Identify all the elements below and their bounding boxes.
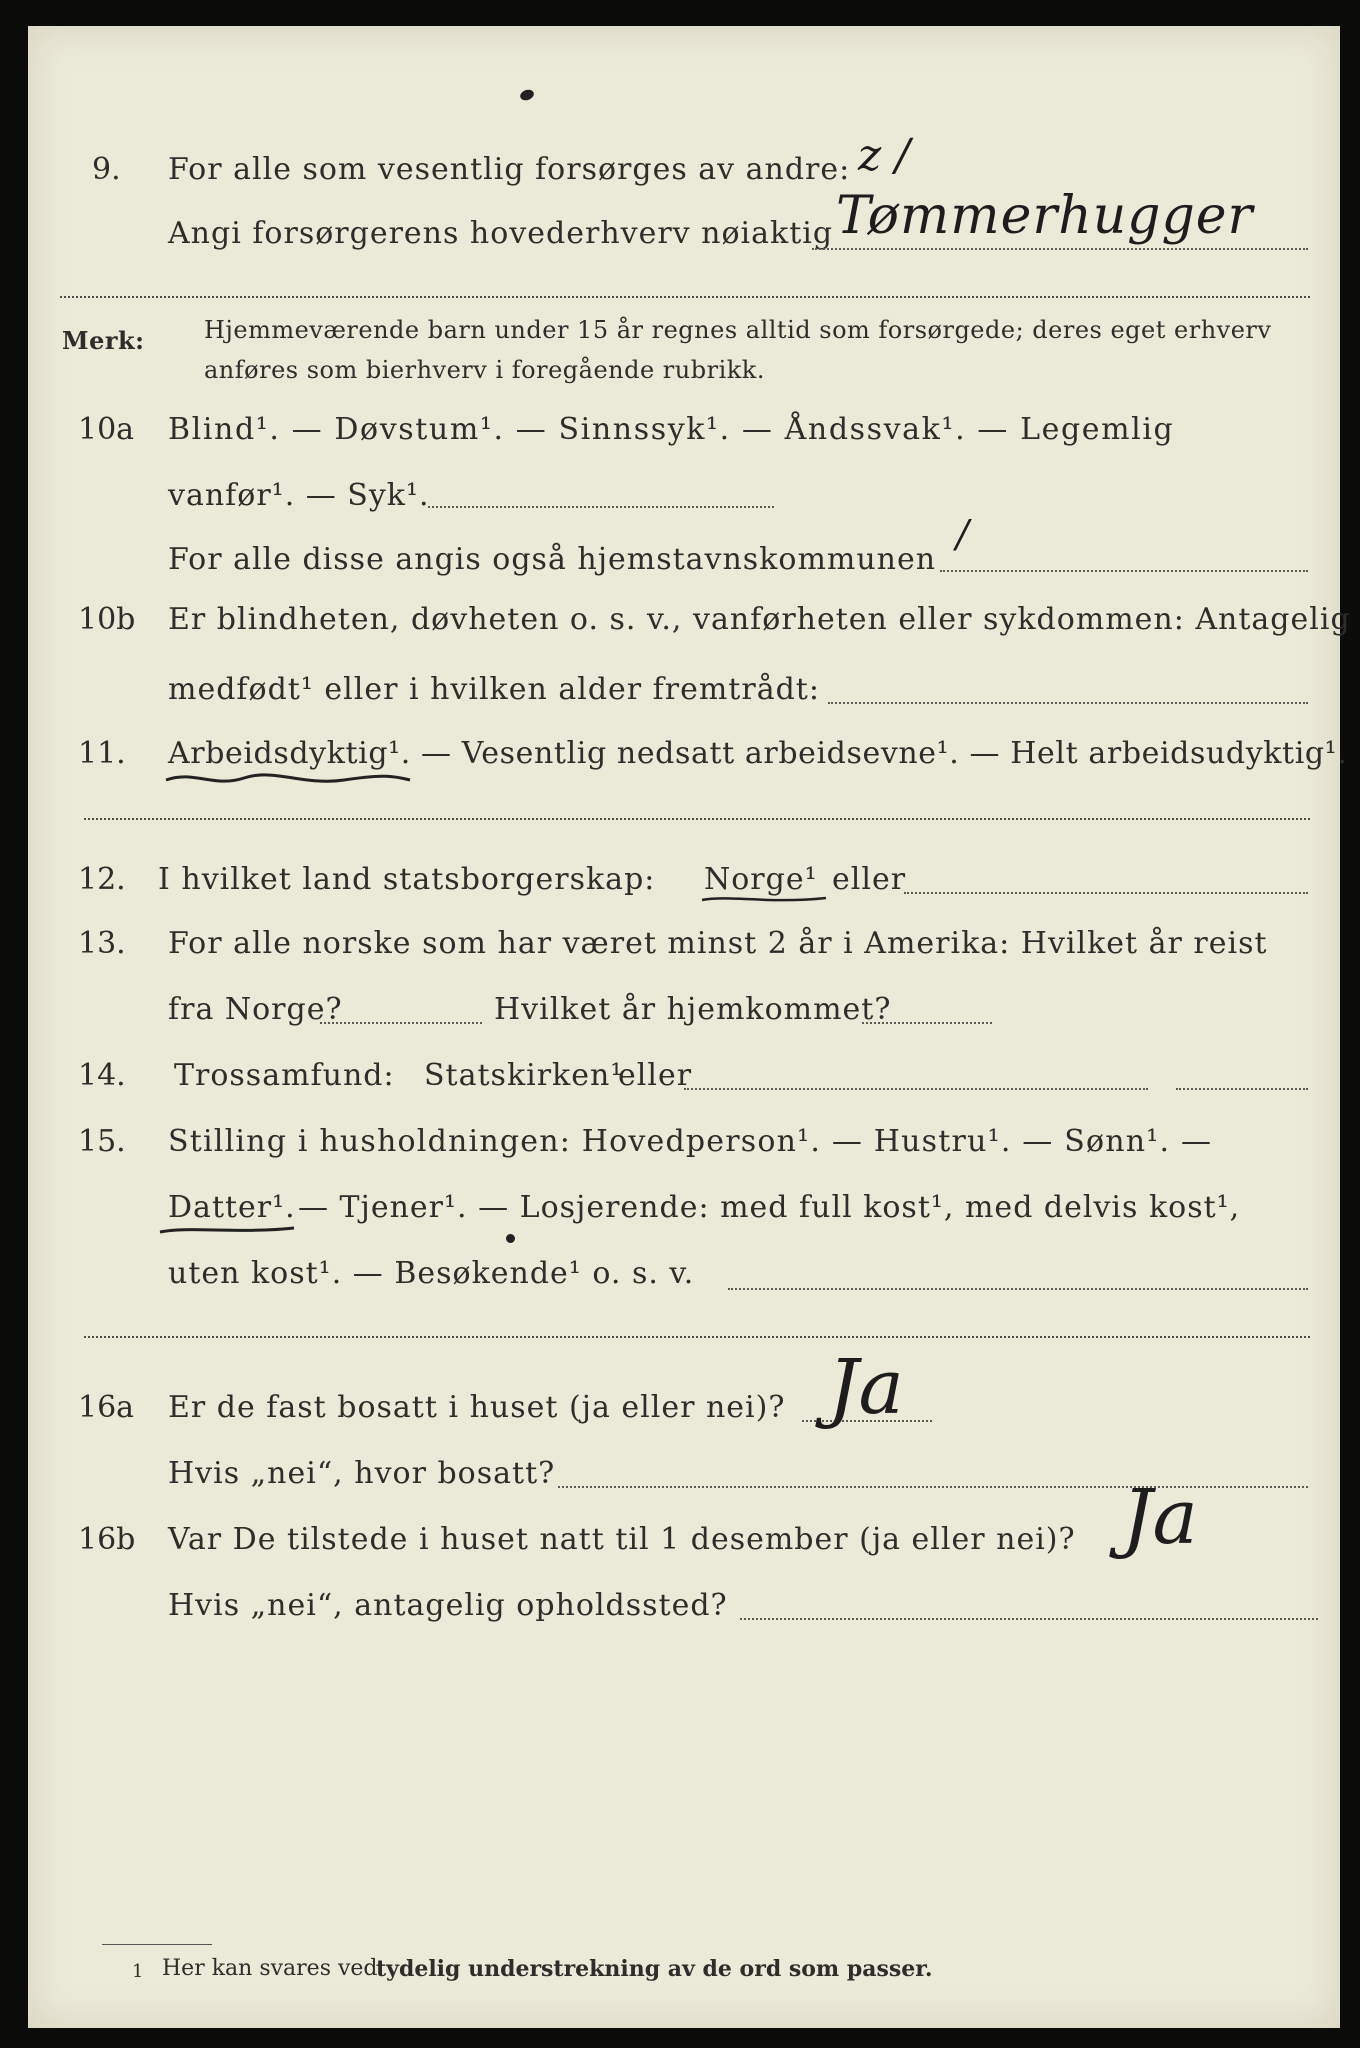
separator-2 [84,818,1310,820]
q10a-line1: Blind¹. — Døvstum¹. — Sinnssyk¹. — Åndssvak¹. — Legemlig [168,412,1175,447]
q10a-number: 10a [78,412,135,447]
q15-underline [158,1222,298,1238]
q16b-answer[interactable]: Ja [1122,1472,1198,1561]
q15-line1: Stilling i husholdningen: Hovedperson¹. — Hustru¹. — Sønn¹. — [168,1124,1213,1159]
q13-reist-line [320,1022,482,1024]
q10a-line3: For alle disse angis også hjemstavnskommunen [168,542,937,577]
q14-answer-line [684,1088,1148,1090]
q13-number: 13. [78,926,126,961]
merk-label: Merk: [62,326,145,355]
q15-line2a: Datter¹. [168,1190,296,1225]
q13-line2a: fra Norge? [168,992,343,1027]
ink-dot [506,1234,515,1243]
q11-underline [164,768,414,790]
q12-answer-line [904,892,1308,894]
footnote-text-a: Her kan svares ved [162,1956,378,1981]
q13-line1: For alle norske som har været minst 2 år i Amerika: Hvilket år reist [168,926,1268,961]
q15-line2b: — Tjener¹. — Losjerende: med full kost¹, med delvis kost¹, [298,1190,1241,1225]
q12-rest: eller [832,862,907,897]
separator-1 [60,296,1310,298]
q12-option: Norge¹ [704,862,818,897]
merk-line2: anføres som bierhverv i foregående rubrikk. [204,356,765,384]
q16b-opholdssted-line [740,1618,1318,1620]
q15-line3: uten kost¹. — Besøkende¹ o. s. v. [168,1256,695,1291]
q14-rest: eller [618,1058,693,1093]
separator-3 [84,1336,1310,1338]
q16b-line2: Hvis „nei“, antagelig opholdssted? [168,1588,728,1623]
q11-line1: Arbeidsdyktig¹. — Vesentlig nedsatt arbeidsevne¹. — Helt arbeidsudyktig¹. [168,736,1348,771]
q10a-answer-line [940,570,1308,572]
q9-answer2[interactable]: Tømmerhugger [836,186,1254,246]
q9-answer-line [812,248,1308,250]
q12-number: 12. [78,862,126,897]
q16b-number: 16b [78,1522,136,1557]
q16a-number: 16a [78,1390,135,1425]
q9-answer1[interactable]: z / [858,130,910,181]
q12-underline [700,892,830,906]
footnote-rule [102,1944,212,1945]
q14-option: Statskirken¹ [424,1058,624,1093]
q10b-number: 10b [78,602,136,637]
footnote-mark: 1 [132,1961,144,1982]
q16b-line1: Var De tilstede i huset natt til 1 desember (ja eller nei)? [168,1522,1076,1557]
q10a-answer[interactable]: / [956,512,969,556]
merk-line1: Hjemmeværende barn under 15 år regnes alltid som forsørgede; deres eget erhverv [204,316,1272,344]
q11-number: 11. [78,736,126,771]
form-page [28,26,1351,2028]
q16a-line1: Er de fast bosatt i huset (ja eller nei)? [168,1390,786,1425]
q14-label: Trossamfund: [174,1058,395,1093]
footnote-text-b: tydelig understrekning av de ord som passer. [376,1956,933,1982]
q10b-line2: medfødt¹ eller i hvilken alder fremtrådt: [168,672,820,707]
q13-hjemkommet-line [862,1022,992,1024]
q10b-line1: Er blindheten, døvheten o. s. v., vanførheten eller sykdommen: Antagelig [168,602,1351,637]
q10a-line2: vanfør¹. — Syk¹. [168,478,430,513]
q16a-line2: Hvis „nei“, hvor bosatt? [168,1456,556,1491]
q16a-answer[interactable]: Ja [828,1342,904,1431]
q15-number: 15. [78,1124,126,1159]
q10b-answer-line [828,702,1308,704]
q12-line1: I hvilket land statsborgerskap: [158,862,656,897]
q9-line1: For alle som vesentlig forsørges av andre: [168,152,851,187]
q14-number: 14. [78,1058,126,1093]
q9-number: 9. [92,152,121,187]
q10a-syk-line [428,506,774,508]
q9-line2: Angi forsørgerens hovederhverv nøiaktig [168,216,834,251]
q15-answer-line [728,1288,1308,1290]
ink-spot [519,88,536,102]
q14-answer-line-2 [1176,1088,1308,1090]
q13-line2b: Hvilket år hjemkommet? [494,992,892,1027]
